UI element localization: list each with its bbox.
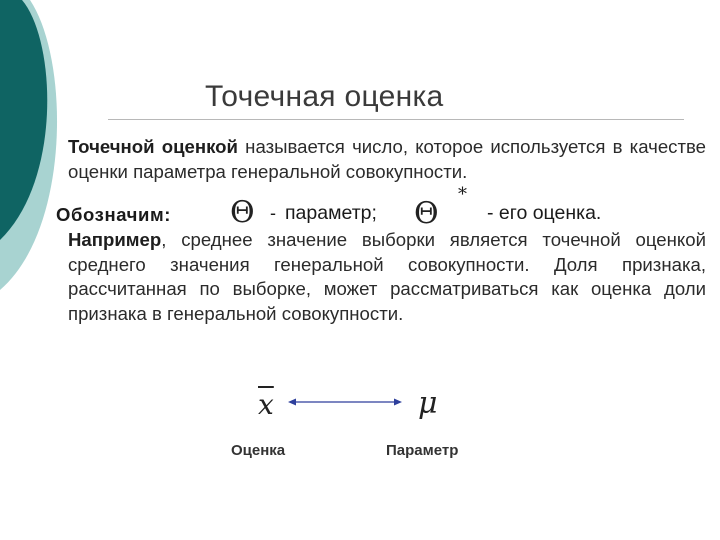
estimate-text: - его оценка.	[487, 202, 602, 224]
example-text-1: , среднее значение выборки является точечной оценкой среднего значения генеральной совокупности. Доля признака, рассчитанная по выборке	[68, 229, 706, 299]
example-paragraph	[68, 228, 706, 326]
definition-term: Точечной оценкой	[68, 136, 238, 157]
sample-mean-symbol: $\overline{x}$	[258, 388, 274, 421]
decorative-teal-shapes	[0, 0, 60, 290]
example-text-2: , может рассматриваться как оценка доли признака в генеральной совокупности.	[68, 278, 706, 324]
parameter-dash: -	[270, 203, 276, 223]
notation-label: Обозначим:	[56, 204, 172, 225]
parameter-symbol: Θ	[230, 195, 255, 230]
example-lead: Например	[68, 229, 162, 250]
population-mean-symbol: μ	[418, 386, 438, 421]
double-arrow	[288, 395, 402, 409]
definition-paragraph	[68, 135, 706, 184]
parameter-caption: Параметр	[386, 442, 459, 459]
estimate-star: *	[458, 184, 467, 205]
definition-text: называется число, которое используется в качестве оценки параметра генеральной совокупности.	[68, 136, 706, 182]
estimate-caption: Оценка	[231, 442, 286, 459]
parameter-text: параметр;	[285, 202, 377, 224]
title-divider	[108, 119, 684, 120]
slide-title: Точечная оценка	[205, 80, 444, 113]
estimate-symbol: Θ	[414, 196, 439, 231]
